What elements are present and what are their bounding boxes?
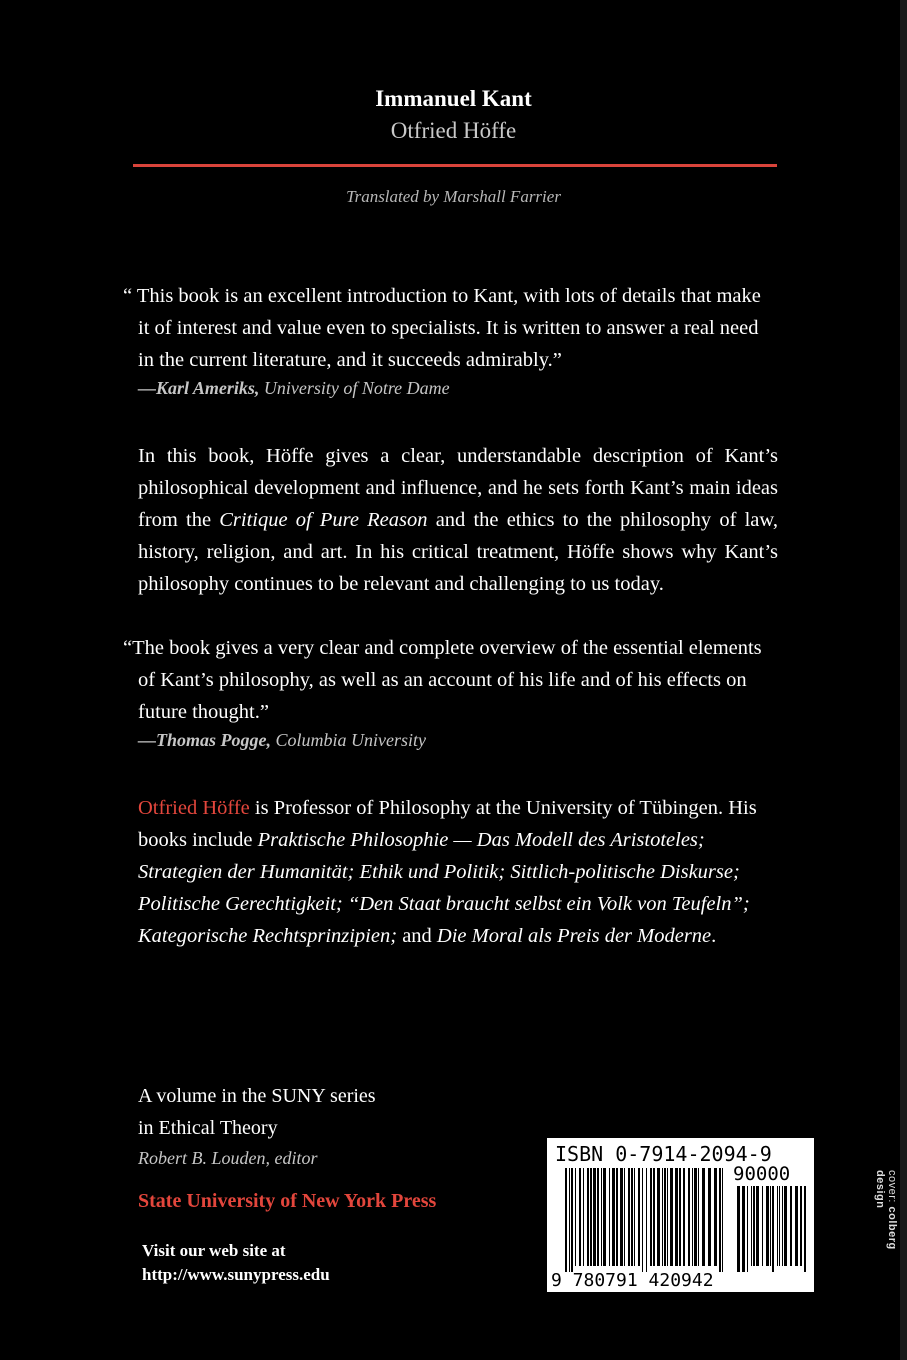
barcode-bar xyxy=(747,1186,748,1272)
barcode-bar xyxy=(657,1168,660,1266)
quote-ameriks-text: it of interest and value even to specialists. It is written to answer a real need in the current literature, and it succeeds admirably.” xyxy=(138,317,759,371)
barcode-bar xyxy=(772,1186,774,1272)
barcode-bar xyxy=(569,1168,570,1272)
quote-ameriks-attribution xyxy=(123,376,763,400)
barcode-bar xyxy=(612,1168,615,1266)
barcode-bar xyxy=(694,1168,697,1266)
translator-credit: Translated by Marshall Farrier xyxy=(346,187,561,206)
book-author: Otfried Höffe xyxy=(390,118,517,143)
barcode-bar xyxy=(782,1186,783,1266)
book-title: Immanuel Kant xyxy=(375,86,532,111)
isbn-barcode xyxy=(547,1138,814,1292)
barcode-bar xyxy=(638,1168,640,1266)
price-code: 90000 xyxy=(733,1163,791,1185)
barcode-bar xyxy=(702,1168,705,1266)
barcode-bar xyxy=(662,1168,663,1266)
barcode-bar xyxy=(616,1168,618,1266)
barcode-bar xyxy=(762,1186,763,1266)
bio-last-book: Die Moral als Preis der Moderne xyxy=(436,925,712,947)
barcode-bar xyxy=(688,1168,690,1266)
quote-pogge-line1: “The book gives a very clear and complete overview of the essential elements xyxy=(123,637,762,659)
barcode-bar xyxy=(784,1186,787,1266)
barcode-bar xyxy=(800,1186,802,1266)
barcode-graphic xyxy=(547,1138,814,1292)
barcode-bar xyxy=(670,1168,673,1266)
barcode-bar xyxy=(722,1168,723,1272)
barcode-bar xyxy=(667,1168,668,1266)
barcode-bar xyxy=(603,1168,606,1266)
barcode-bar xyxy=(770,1186,771,1266)
barcode-bar xyxy=(646,1168,647,1272)
barcode-bar xyxy=(804,1186,806,1272)
barcode-bar xyxy=(679,1168,681,1266)
barcode-bar xyxy=(692,1168,693,1266)
barcode-bar xyxy=(631,1168,633,1266)
book-description: In this book, Höffe gives a clear, understandable description of Kant’s philosophical development and influence, and he sets forth Kant’s main ideas from the Critique of Pure Reason and the ethics to the philosophy of law, history, religion, and art. In his critical treatment, Höffe shows why Kant’s philosophy continues to be relevant and challenging to us today. xyxy=(138,445,778,595)
barcode-bar xyxy=(575,1168,576,1266)
bio-book-list: Praktische Philosophie — Das Modell des Aristoteles; Strategien der Humanität; Ethik und Politik; Sittlich-politische Diskurse; Politische Gerechtigkeit; “Den Staat braucht selbst ein Volk von Teufeln”; Kategorische Rechtsprinzipien; xyxy=(138,829,750,947)
barcode-bar xyxy=(675,1168,678,1266)
barcode-bar xyxy=(650,1168,652,1266)
quote-pogge xyxy=(123,632,763,752)
barcode-bar xyxy=(624,1168,625,1266)
quote-ameriks-name: —Karl Ameriks, xyxy=(138,378,260,398)
website-label: Visit our web site at xyxy=(142,1241,286,1260)
barcode-bar xyxy=(664,1168,666,1266)
quote-ameriks-affiliation: University of Notre Dame xyxy=(259,378,450,398)
website-url: http://www.sunypress.edu xyxy=(142,1265,330,1284)
isbn-text: ISBN 0-7914-2094-9 xyxy=(555,1142,772,1166)
quote-pogge-attribution xyxy=(123,728,763,752)
red-divider xyxy=(133,164,777,167)
ean-digits: 9 780791 420942 xyxy=(551,1270,714,1291)
series-line1: A volume in the SUNY series xyxy=(138,1085,376,1107)
barcode-bar xyxy=(583,1168,584,1266)
quote-ameriks xyxy=(123,280,763,400)
barcode-bar xyxy=(698,1168,699,1266)
barcode-bar xyxy=(601,1168,602,1266)
critique-title: Critique of Pure Reason xyxy=(219,509,428,531)
right-edge xyxy=(900,0,907,1360)
barcode-bar xyxy=(779,1186,780,1266)
bio-author-name: Otfried Höffe xyxy=(138,797,250,819)
barcode-bar xyxy=(620,1168,623,1266)
website-info xyxy=(142,1239,330,1287)
barcode-bar xyxy=(628,1168,630,1266)
barcode-bar xyxy=(590,1168,592,1266)
barcode-bar xyxy=(753,1186,755,1266)
barcode-bar xyxy=(751,1186,752,1266)
barcode-bar xyxy=(653,1168,655,1266)
barcode-bar xyxy=(634,1168,635,1266)
author-bio: Otfried Höffe is Professor of Philosophy at the University of Tübingen. His books include Praktische Philosophie — Das Modell des Aristoteles; Strategien der Humanität; Ethik und Politik; Sittlich-politische Diskurse; Politische Gerechtigkeit; “Den Staat braucht selbst ein Volk von Teufeln”; Kategorische Rechtsprinzipien; and Die Moral als Preis der Moderne. xyxy=(138,797,757,947)
series-editor: Robert B. Louden, editor xyxy=(138,1148,318,1168)
barcode-bar xyxy=(737,1186,740,1272)
publisher-name: State University of New York Press xyxy=(138,1190,437,1212)
barcode-bar xyxy=(597,1168,599,1266)
barcode-bar xyxy=(795,1186,798,1266)
ean-bars xyxy=(565,1168,723,1272)
quote-pogge-name: —Thomas Pogge, xyxy=(138,730,271,750)
barcode-bar xyxy=(593,1168,596,1266)
series-line2: in Ethical Theory xyxy=(138,1117,278,1139)
barcode-bar xyxy=(683,1168,685,1266)
barcode-bar xyxy=(579,1168,581,1266)
barcode-bar xyxy=(642,1168,643,1272)
quote-ameriks-line1: “ This book is an excellent introduction to Kant, with lots of details that make xyxy=(123,285,761,307)
barcode-bar xyxy=(742,1186,745,1272)
cover-credit: cover: colberg design xyxy=(874,1170,898,1250)
quote-pogge-affiliation: Columbia University xyxy=(271,730,426,750)
barcode-bar xyxy=(565,1168,567,1272)
barcode-bar xyxy=(790,1186,792,1266)
barcode-bar xyxy=(708,1168,711,1266)
barcode-bar xyxy=(609,1168,610,1266)
barcode-bar xyxy=(719,1168,721,1272)
addon-bars xyxy=(737,1186,806,1272)
barcode-bar xyxy=(571,1168,573,1272)
quote-pogge-text: of Kant’s philosophy, as well as an account of his life and of his effects on future thought.” xyxy=(138,669,747,723)
barcode-bar xyxy=(756,1186,759,1266)
barcode-bar xyxy=(766,1186,769,1266)
barcode-bar xyxy=(714,1168,717,1266)
barcode-bar xyxy=(587,1168,589,1266)
barcode-bar xyxy=(777,1186,778,1266)
